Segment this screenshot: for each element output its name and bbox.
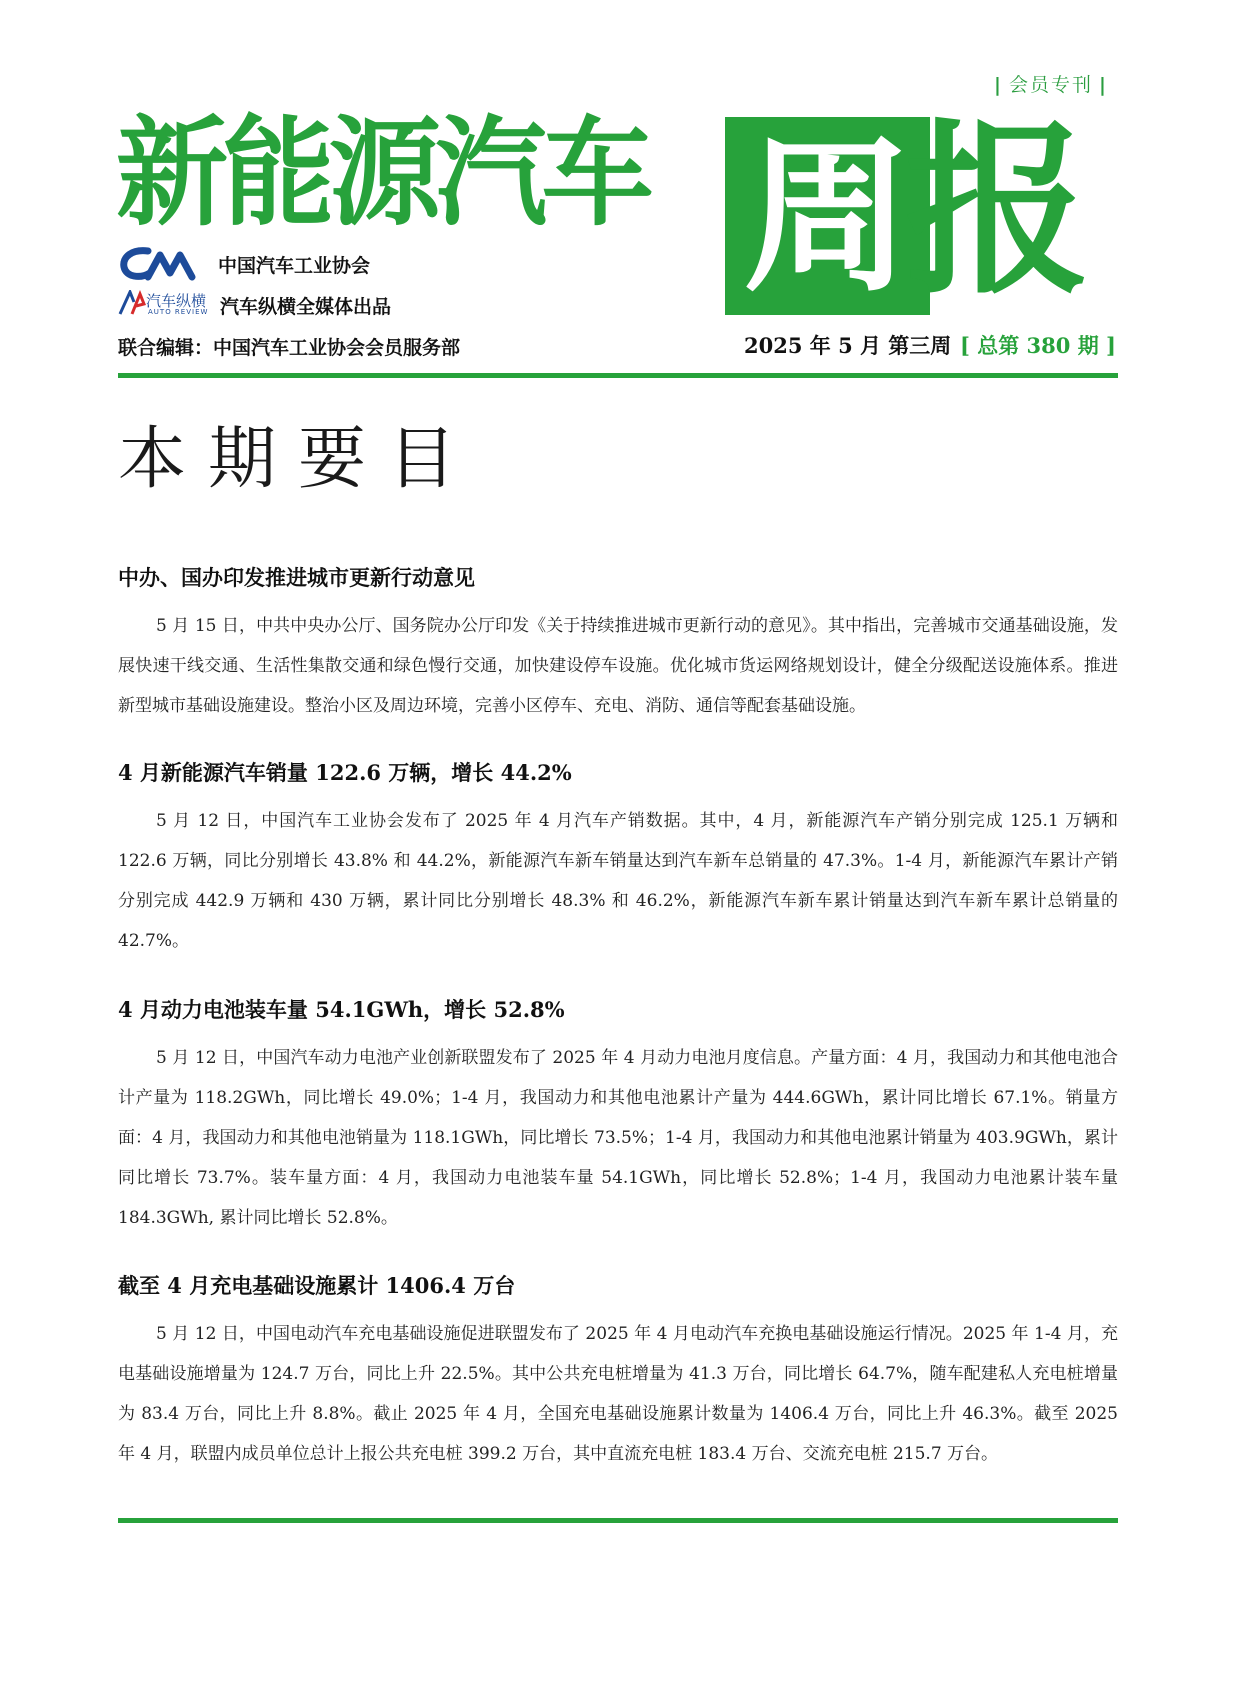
article-body: 5 月 12 日，中国汽车动力电池产业创新联盟发布了 2025 年 4 月动力电池月度信息。产量方面：4 月，我国动力和其他电池合计产量为 118.2GWh，同比增长 49.0%；1-4 月，我国动力和其他电池累计产量为 444.6GWh，累计同比增长 67.1%。销量方面：4 月，我国动力和其他电池销量为 118.1GWh，同比增长 73.5%；1-4 月，我国动力和其他电池累计销量为 403.9GWh，累计同比增长 73.7%。装车量方面：4 月，我国动力电池装车量 54.1GWh，同比增长 52.8%；1-4 月，我国动力电池累计装车量 184.3GWh, 累计同比增长 52.8%。 xyxy=(118,1048,1118,1228)
autoreview-logo xyxy=(118,290,214,320)
autoreview-logo-text: 汽车纵横 xyxy=(146,292,207,310)
member-tag: | 会员专刊 | xyxy=(994,74,1108,96)
article-title: 截至 4 月充电基础设施累计 1406.4 万台 xyxy=(118,1273,516,1298)
article-title: 中办、国办印发推进城市更新行动意见 xyxy=(118,565,475,590)
autoreview-logo-sub: AUTO REVIEW xyxy=(148,308,209,316)
issue-date: 2025 年 5 月 第三周 xyxy=(744,333,952,358)
article-body: 5 月 15 日，中共中央办公厅、国务院办公厅印发《关于持续推进城市更新行动的意见》。其中指出，完善城市交通基础设施，发展快速干线交通、生活性集散交通和绿色慢行交通，加快建设停车设施。优化城市货运网络规划设计，健全分级配送设施体系。推进新型城市基础设施建设。整治小区及周边环境，完善小区停车、充电、消防、通信等配套基础设施。 xyxy=(118,616,1118,716)
article-charging xyxy=(118,1270,1118,1474)
header-divider xyxy=(118,373,1118,378)
org-caam-label: 中国汽车工业协会 xyxy=(218,254,371,277)
title-char-bao: 报 xyxy=(905,101,1090,319)
article-battery xyxy=(118,994,1118,1238)
issue-number: [ 总第 380 期 ] xyxy=(960,333,1116,358)
article-title: 4 月动力电池装车量 54.1GWh，增长 52.8% xyxy=(118,997,565,1022)
title-box-zhou: 周 xyxy=(725,117,930,315)
org-autoreview-label: 汽车纵横全媒体出品 xyxy=(220,295,392,318)
org-autoreview xyxy=(118,290,391,320)
publication-title: 新能源汽车 xyxy=(116,104,649,242)
co-editor: 联合编辑：中国汽车工业协会会员服务部 xyxy=(118,337,461,359)
org-caam xyxy=(118,247,370,281)
article-nev-sales xyxy=(118,757,1118,961)
article-body: 5 月 12 日，中国电动汽车充电基础设施促进联盟发布了 2025 年 4 月电动汽车充换电基础设施运行情况。2025 年 1-4 月，充电基础设施增量为 124.7 万台，同比上升 22.5%。其中公共充电桩增量为 41.3 万台，同比增长 64.7%，随车配建私人充电桩增量为 83.4 万台，同比上升 8.8%。截止 2025 年 4 月，全国充电基础设施累计数量为 1406.4 万台，同比上升 46.3%。截至 2025 年 4 月，联盟内成员单位总计上报公共充电桩 399.2 万台，其中直流充电桩 183.4 万台、交流充电桩 215.7 万台。 xyxy=(118,1324,1118,1464)
footer-divider xyxy=(118,1518,1118,1523)
article-title: 4 月新能源汽车销量 122.6 万辆，增长 44.2% xyxy=(118,760,572,785)
article-body: 5 月 12 日，中国汽车工业协会发布了 2025 年 4 月汽车产销数据。其中，4 月，新能源汽车产销分别完成 125.1 万辆和 122.6 万辆，同比分别增长 43.8% 和 44.2%，新能源汽车新车销量达到汽车新车总销量的 47.3%。1-4 月，新能源汽车累计产销分别完成 442.9 万辆和 430 万辆，累计同比分别增长 48.3% 和 46.2%，新能源汽车新车累计销量达到汽车新车累计总销量的 42.7%。 xyxy=(118,811,1118,951)
article-urban-renewal xyxy=(118,562,1118,726)
toc-title: 本期要目 xyxy=(118,420,479,499)
autoreview-logo-icon xyxy=(118,290,146,316)
caam-logo-icon xyxy=(118,247,204,281)
